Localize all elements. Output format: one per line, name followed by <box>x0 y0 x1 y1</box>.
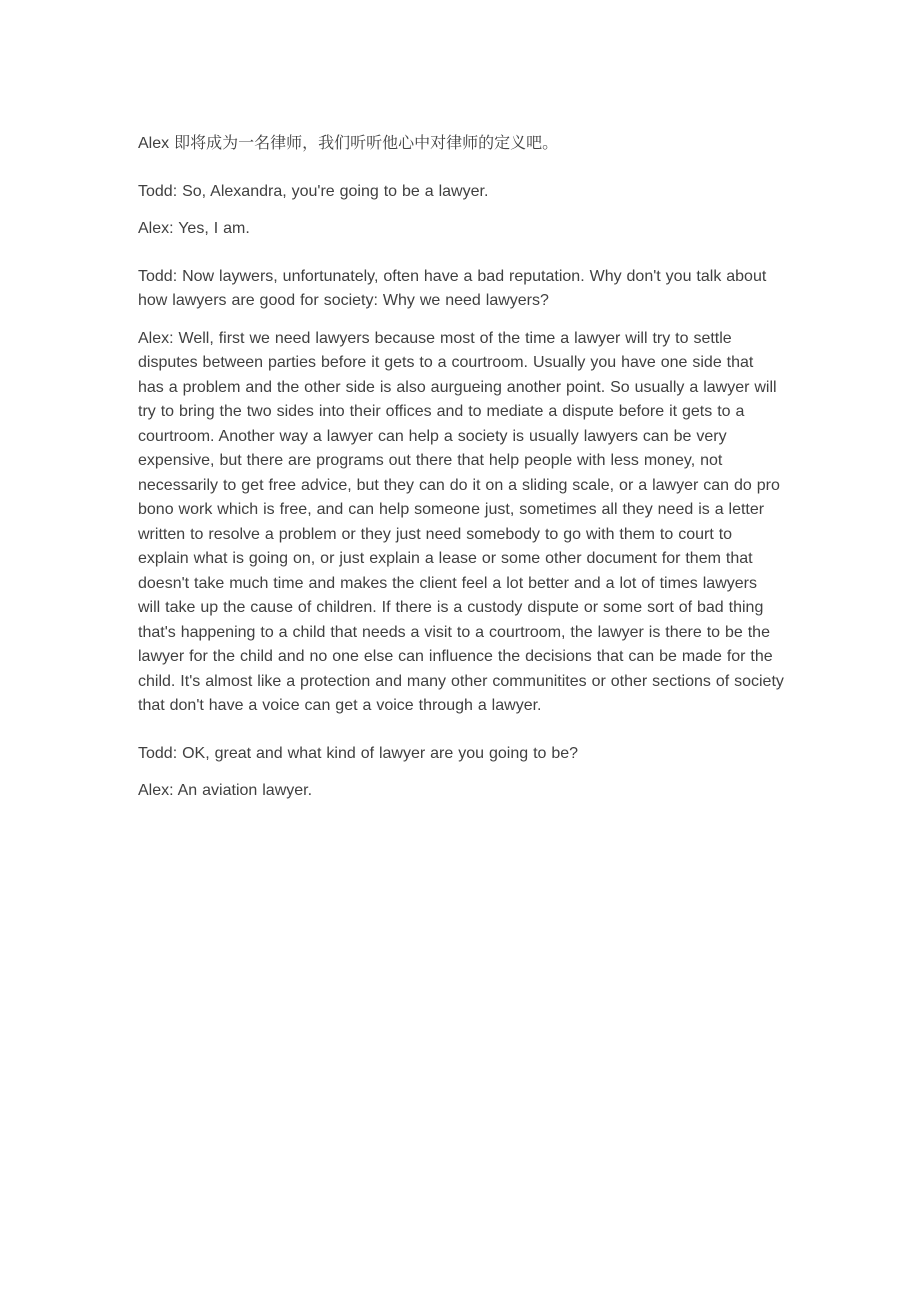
dialogue-paragraph: Todd: Now laywers, unfortunately, often have a bad reputation. Why don't you talk about how lawyers are good for society: Why we need lawyers? <box>138 267 767 309</box>
dialogue-paragraph: Alex: Well, first we need lawyers because most of the time a lawyer will try to settle disputes between parties before it gets to a courtroom. Usually you have one side that has a problem and the other side is also aurgueing another point. So usually a lawyer will try to bring the two sides into their offices and to mediate a dispute before it gets to a courtroom. Another way a lawyer can help a society is usually lawyers can be very expensive, but there are programs out there that help people with less money, not necessarily to get free advice, but they can do it on a sliding scale, or a lawyer can do pro bono work which is free, and can help someone just, sometimes all they need is a letter written to resolve a problem or they just need somebody to go with them to court to explain what is going on, or just explain a lease or some other document for them that doesn't take much time and makes the client feel a lot better and a lot of times lawyers will take up the cause of children. If there is a custody dispute or some sort of bad thing that's happening to a child that needs a visit to a courtroom, the lawyer is there to be the lawyer for the child and no one else can influence the decisions that can be made for the child. It's almost like a protection and many other communitites or other sections of society that don't have a voice can get a voice through a lawyer. <box>138 329 784 714</box>
dialogue-paragraph: Alex: An aviation lawyer. <box>138 782 313 799</box>
dialogue-paragraph: Todd: OK, great and what kind of lawyer are you going to be? <box>138 744 579 762</box>
dialogue-paragraph: Todd: So, Alexandra, you're going to be a lawyer. <box>138 182 489 200</box>
intro-paragraph: Alex 即将成为一名律师，我们听听他心中对律师的定义吧。 <box>138 135 559 152</box>
dialogue-paragraph: Alex: Yes, I am. <box>138 220 250 237</box>
document-body <box>138 132 784 804</box>
